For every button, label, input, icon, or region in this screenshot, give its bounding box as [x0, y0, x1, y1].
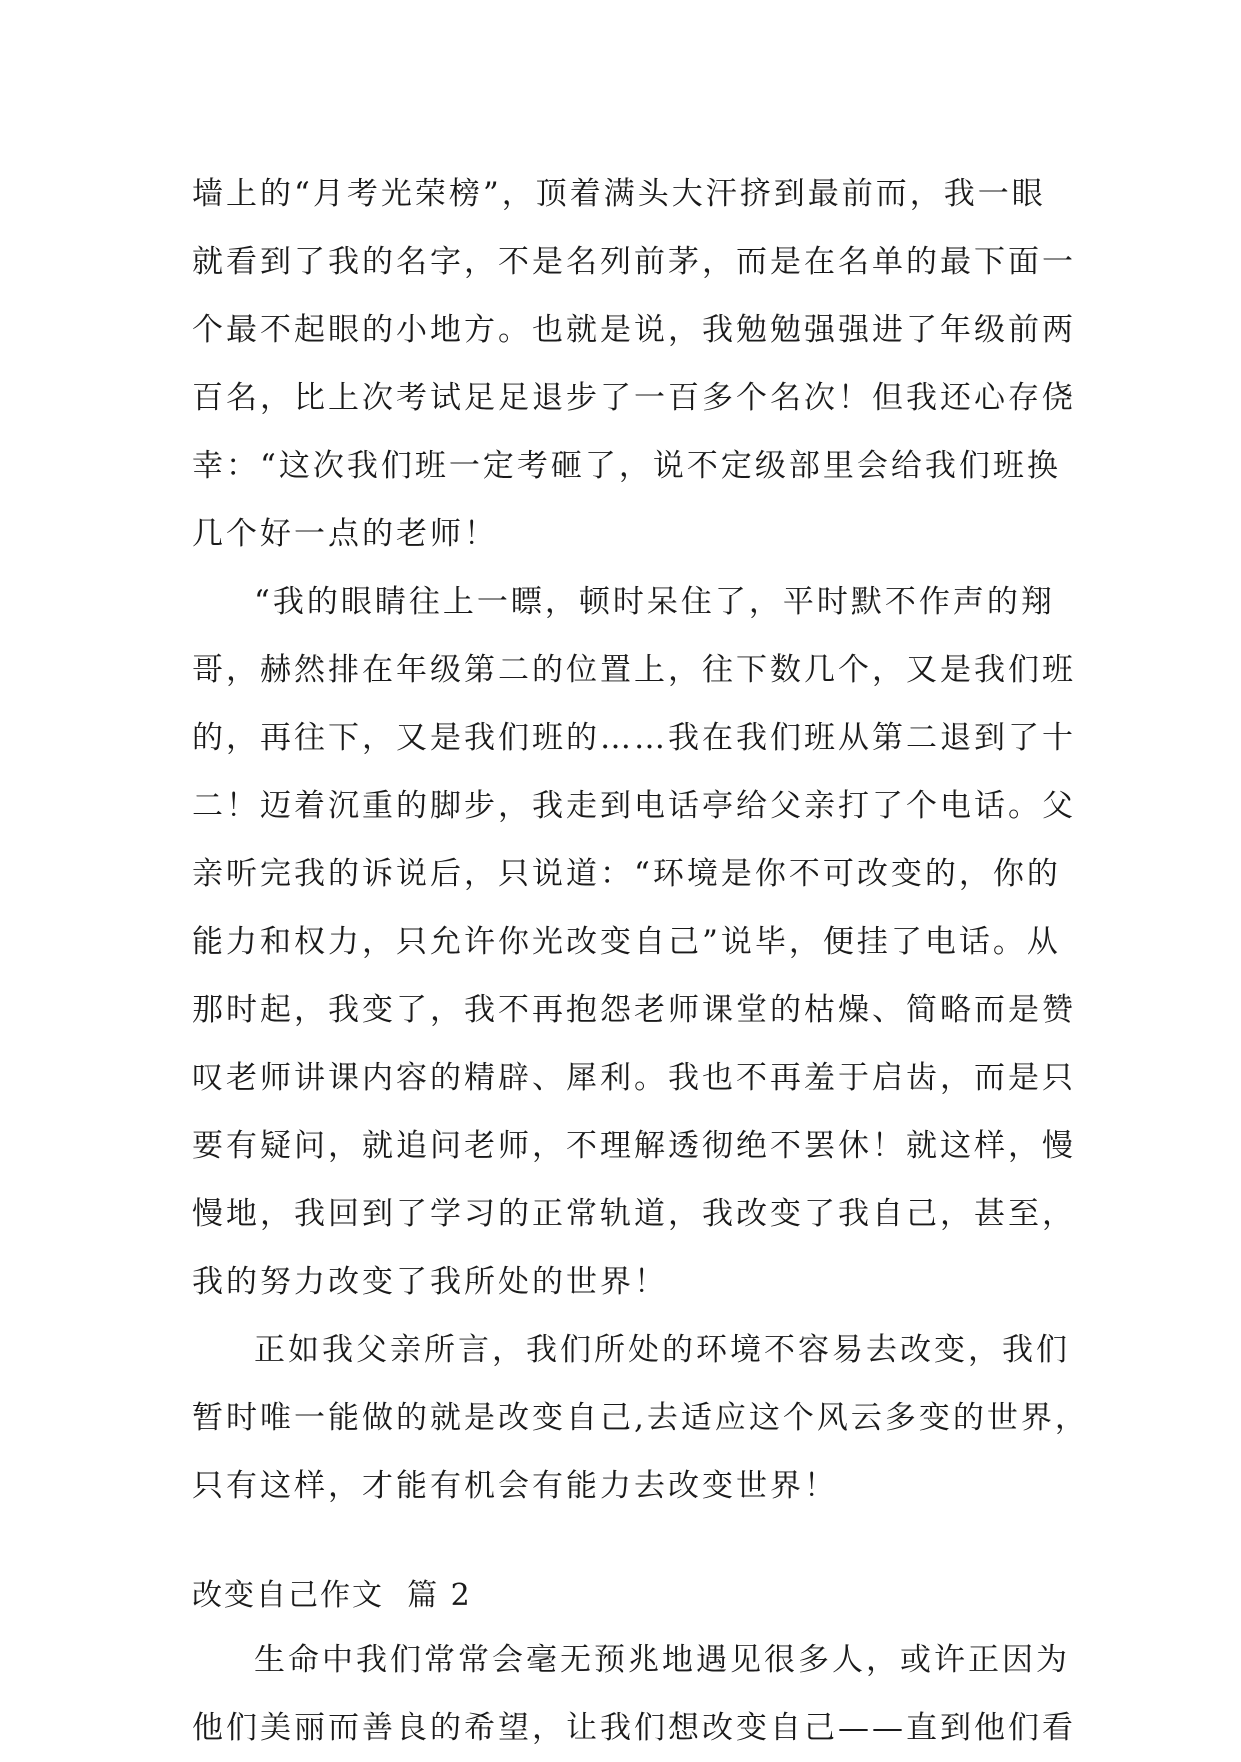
section-spacer	[192, 1520, 1062, 1566]
text-line: 幸：“这次我们班一定考砸了，说不定级部里会给我们班换	[192, 448, 1061, 484]
text-line: 几个好一点的老师！	[192, 516, 498, 552]
text-line: 能力和权力，只允许你光改变自己”说毕，便挂了电话。从	[192, 924, 1061, 960]
text-line: 就看到了我的名字，不是名列前茅，而是在名单的最下面一	[192, 244, 1076, 280]
text-line: 二！迈着沉重的脚步，我走到电话亭给父亲打了个电话。父	[192, 788, 1076, 824]
text-line: 那时起，我变了，我不再抱怨老师课堂的枯燥、简略而是赞	[192, 992, 1076, 1028]
text-line: 我的努力改变了我所处的世界！	[192, 1264, 668, 1300]
section-heading: 改变自己作文 篇 2	[192, 1578, 472, 1613]
paragraph	[192, 568, 1076, 1316]
text-line: 个最不起眼的小地方。也就是说，我勉勉强强进了年级前两	[192, 312, 1076, 348]
paragraph	[192, 1626, 1076, 1762]
paragraph	[192, 160, 1076, 568]
text-line: 百名，比上次考试足足退步了一百多个名次！但我还心存侥	[192, 380, 1076, 416]
paragraph	[192, 1316, 1089, 1520]
text-line: 暂时唯一能做的就是改变自己,去适应这个风云多变的世界，	[192, 1400, 1089, 1436]
text-line: 哥，赫然排在年级第二的位置上，往下数几个，又是我们班	[192, 652, 1076, 688]
text-line: “我的眼睛往上一瞟，顿时呆住了，平时默不作声的翔	[254, 584, 1055, 620]
text-line: 只有这样，才能有机会有能力去改变世界！	[192, 1468, 838, 1504]
text-line: 慢地，我回到了学习的正常轨道，我改变了我自己，甚至，	[192, 1196, 1076, 1232]
text-line: 正如我父亲所言，我们所处的环境不容易去改变，我们	[254, 1332, 1070, 1368]
text-line: 他们美丽而善良的希望，让我们想改变自己——直到他们看	[192, 1710, 1076, 1746]
text-line: 墙上的“月考光荣榜”，顶着满头大汗挤到最前而，我一眼	[192, 176, 1046, 212]
text-line: 生命中我们常常会毫无预兆地遇见很多人，或许正因为	[254, 1642, 1070, 1678]
text-line: 要有疑问，就追问老师，不理解透彻绝不罢休！就这样，慢	[192, 1128, 1076, 1164]
text-line: 亲听完我的诉说后，只说道：“环境是你不可改变的，你的	[192, 856, 1061, 892]
document-page	[192, 160, 1089, 1762]
text-line: 叹老师讲课内容的精辟、犀利。我也不再羞于启齿，而是只	[192, 1060, 1076, 1096]
text-line: 的，再往下，又是我们班的……我在我们班从第二退到了十	[192, 720, 1076, 756]
